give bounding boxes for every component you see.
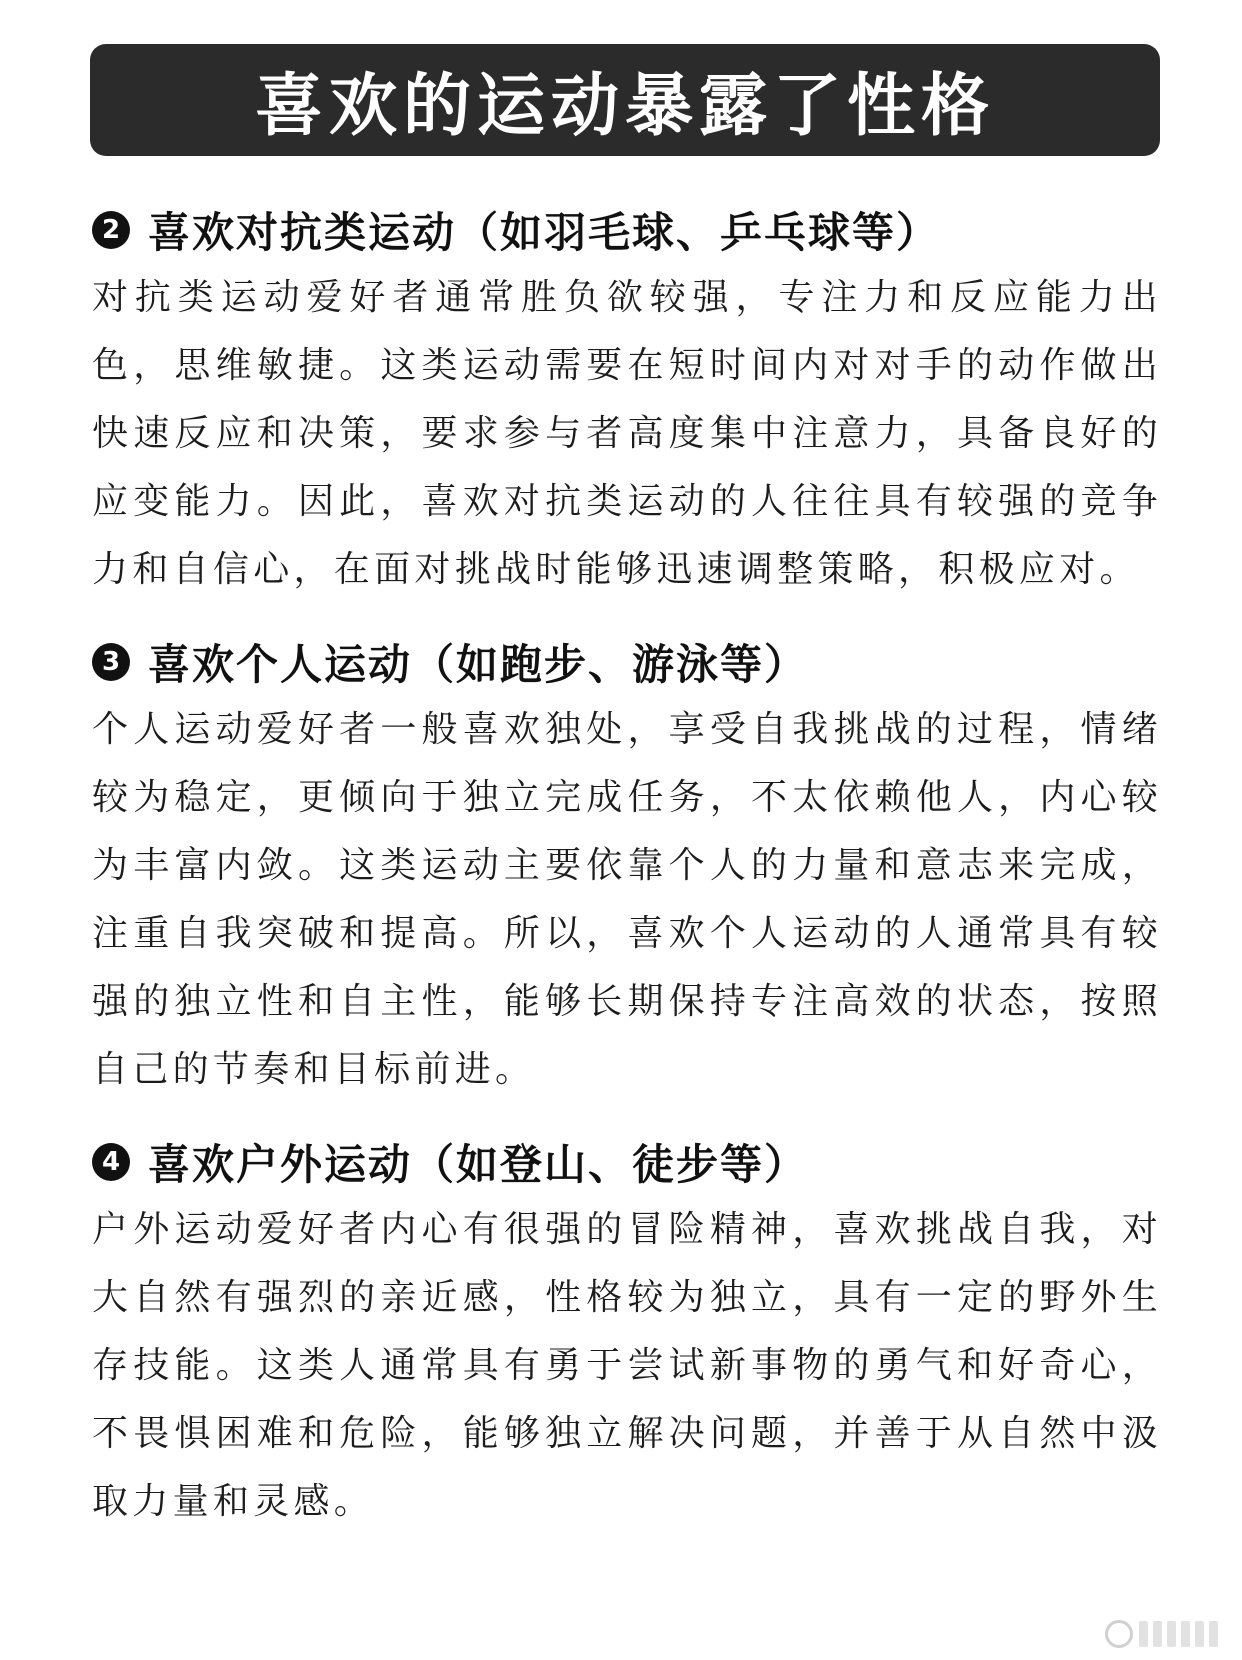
section-heading — [92, 1128, 1162, 1196]
watermark-logo-icon — [1105, 1620, 1133, 1648]
section-heading-text: 喜欢对抗类运动（如羽毛球、乒乓球等） — [148, 208, 941, 257]
number-badge-icon: 2 — [92, 211, 130, 249]
number-badge-icon: 3 — [92, 643, 130, 681]
section-heading-text: 喜欢户外运动（如登山、徒步等） — [148, 1140, 809, 1189]
section-heading-text: 喜欢个人运动（如跑步、游泳等） — [148, 640, 809, 689]
article-content — [92, 196, 1162, 1560]
section-heading — [92, 628, 1162, 696]
section-individual-sports — [92, 628, 1162, 1104]
section-confrontation-sports — [92, 196, 1162, 604]
page-title: 喜欢的运动暴露了性格 — [254, 66, 995, 146]
section-body: 个人运动爱好者一般喜欢独处，享受自我挑战的过程，情绪较为稳定，更倾向于独立完成任务，不太依赖他人，内心较为丰富内敛。这类运动主要依靠个人的力量和意志来完成，注重自我突破和提高。所以，喜欢个人运动的人通常具有较强的独立性和自主性，能够长期保持专注高效的状态，按照自己的节奏和目标前进。 — [92, 709, 1162, 1090]
section-outdoor-sports — [92, 1128, 1162, 1536]
title-banner — [90, 44, 1160, 156]
watermark-bars-icon — [1139, 1621, 1218, 1647]
watermark-logo — [1105, 1620, 1218, 1648]
section-body: 对抗类运动爱好者通常胜负欲较强，专注力和反应能力出色，思维敏捷。这类运动需要在短时间内对对手的动作做出快速反应和决策，要求参与者高度集中注意力，具备良好的应变能力。因此，喜欢对抗类运动的人往往具有较强的竞争力和自信心，在面对挑战时能够迅速调整策略，积极应对。 — [92, 277, 1162, 590]
section-body: 户外运动爱好者内心有很强的冒险精神，喜欢挑战自我，对大自然有强烈的亲近感，性格较为独立，具有一定的野外生存技能。这类人通常具有勇于尝试新事物的勇气和好奇心，不畏惧困难和危险，能够独立解决问题，并善于从自然中汲取力量和灵感。 — [92, 1209, 1162, 1522]
number-badge-icon: 4 — [92, 1143, 130, 1181]
section-heading — [92, 196, 1162, 264]
